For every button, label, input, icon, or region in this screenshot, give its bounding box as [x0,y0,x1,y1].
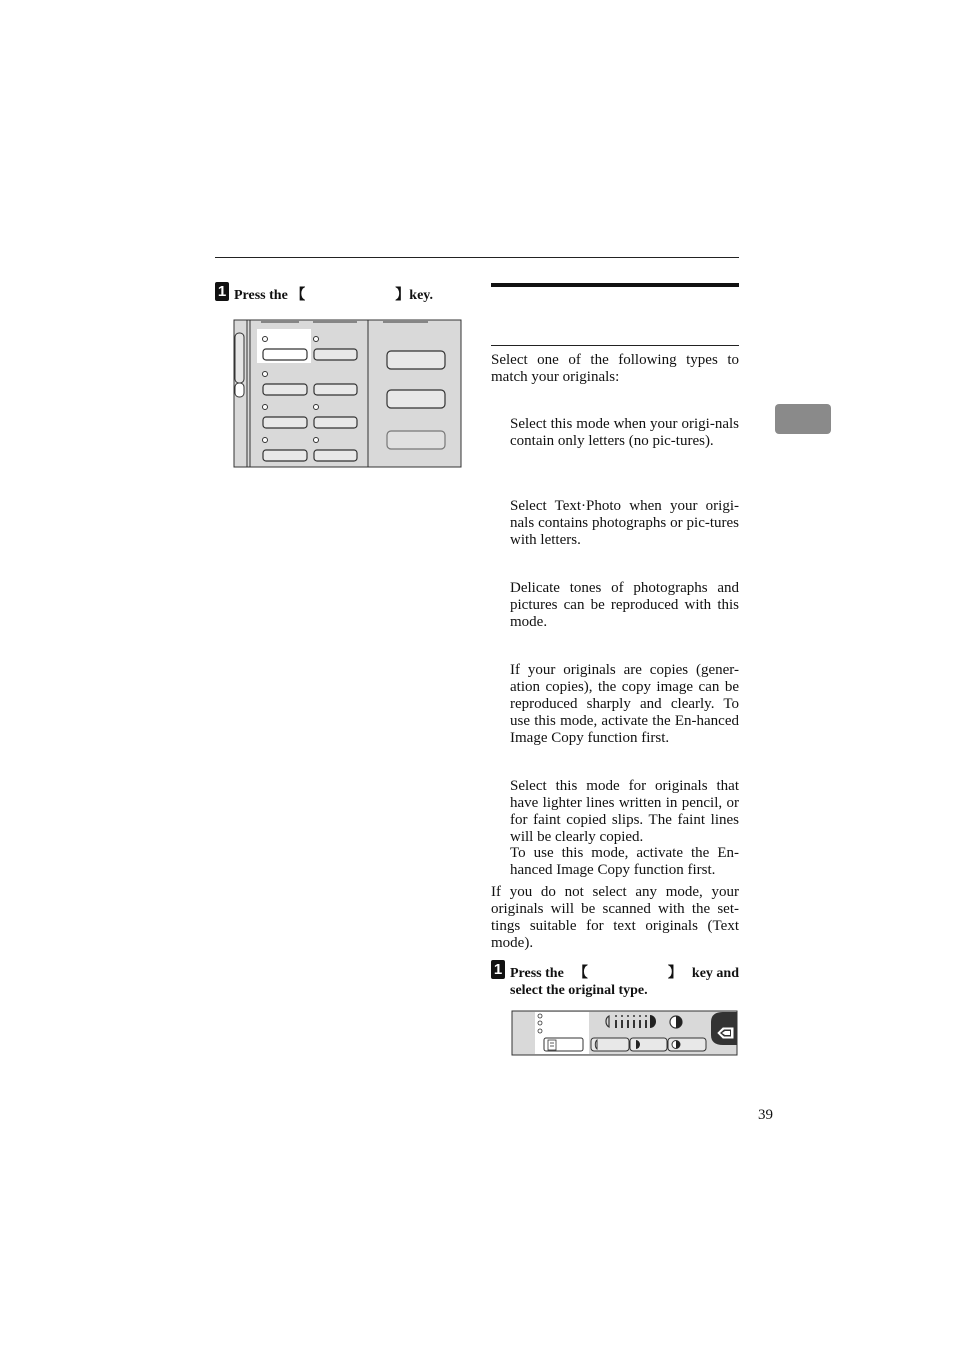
header-rule [215,257,739,258]
mode-description-pale-extra: To use this mode, activate the En-hanced Image Copy function first. [510,845,739,878]
bracket-close: 】 [667,965,682,981]
bracket-close: 】 [395,287,410,303]
chapter-tab-marker [775,404,831,434]
original-type-panel-illustration [511,1010,738,1057]
page-number: 39 [758,1107,773,1123]
step-suffix: key and [691,966,739,981]
mode-description-text-photo: Select Text·Photo when your origi-nals contains photographs or pic-tures with letters. [510,498,739,548]
control-panel-illustration [233,319,462,469]
step-prefix: Press the [234,288,288,303]
bracket-open: 【 [573,965,588,981]
step-suffix: key. [409,288,434,303]
mode-description-photo: Delicate tones of photographs and pictures can be reproduced with this mode. [510,580,739,630]
step-prefix: Press the [510,966,564,981]
intro-paragraph: Select one of the following types to match your originals: [491,352,739,385]
mode-description-text: Select this mode when your origi-nals contain only letters (no pic-tures). [510,416,739,449]
step-number-badge: 1 [491,960,505,979]
step-instruction [234,287,464,304]
mode-description-pale: Select this mode for originals that have lighter lines written in pencil, or for faint copied slips. The faint lines will be clearly copied. [510,778,739,845]
mode-description-generation-copy: If your originals are copies (gener-ation copies), the copy image can be reproduced sharply and clearly. To use this mode, activate the En-hanced Image Copy function first. [510,662,739,746]
step-number-badge: 1 [215,282,229,301]
section-subheading-rule [491,345,739,346]
bracket-open: 【 [291,287,306,303]
step-instruction [510,965,739,999]
step-line2: select the original type. [510,983,648,998]
section-heading-rule [491,283,739,287]
default-mode-note: If you do not select any mode, your originals will be scanned with the set-tings suitable for text originals (Text mode). [491,884,739,951]
